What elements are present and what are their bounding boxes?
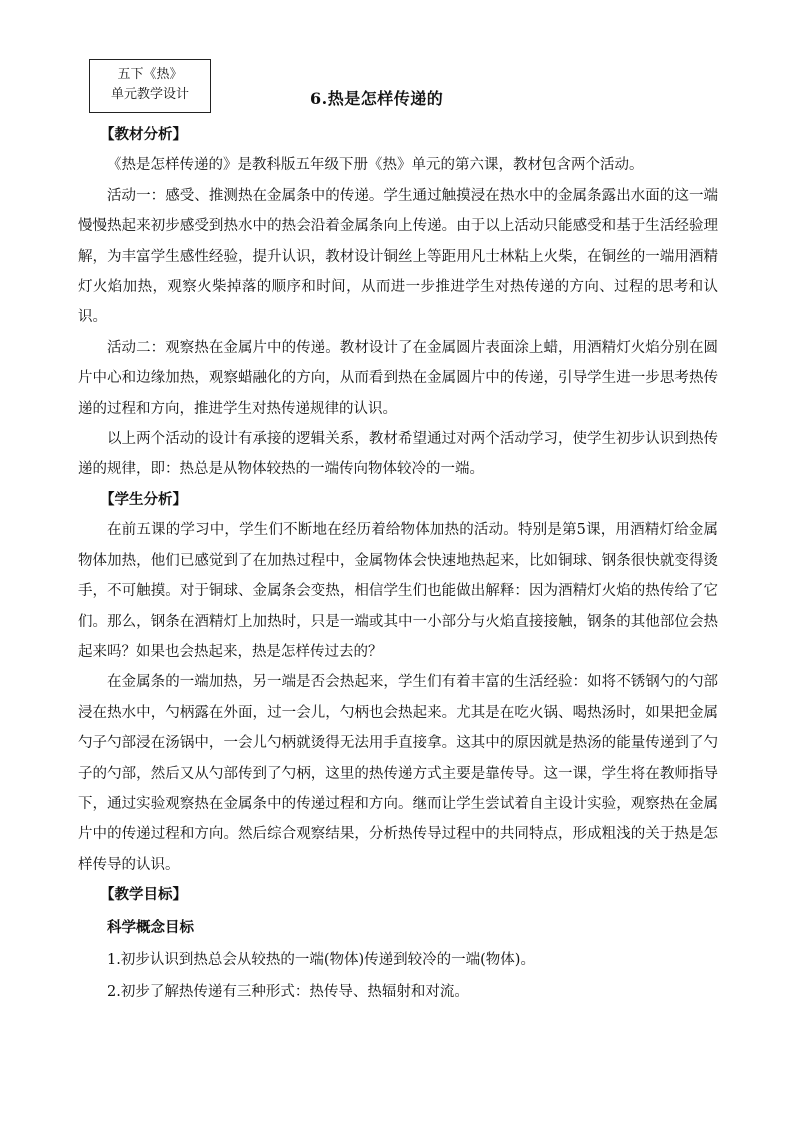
unit-label-box: [89, 59, 211, 113]
unit-label-line1: 五下《热》: [117, 67, 183, 82]
textbook-paragraph-2: 活动一：感受、推测热在金属条中的传递。学生通过触摸浸在热水中的金属条露出水面的这一端慢慢热起来初步感受到热水中的热会沿着金属条向上传递。由于以上活动只能感受和基于生活经验理解，为丰富学生感性经验，提升认识，教材设计铜丝上等距用凡士林粘上火柴，在铜丝的一端用酒精灯火焰加热，观察火柴掉落的顺序和时间，从而进一步推进学生对热传递的方向、过程的思考和认识。: [78, 187, 718, 326]
document-body: [78, 120, 718, 1008]
textbook-paragraph-1: 《热是怎样传递的》是教科版五年级下册《热》单元的第六课，教材包含两个活动。: [107, 157, 644, 174]
student-paragraph-2: 在金属条的一端加热，另一端是否会热起来，学生们有着丰富的生活经验：如将不锈钢勺的勺部浸在热水中，勺柄露在外面，过一会儿，勺柄也会热起来。尤其是在吃火锅、喝热汤时，如果把金属勺子勺部浸在汤锅中，一会儿勺柄就烫得无法用手直接拿。这其中的原因就是热汤的能量传递到了勺子的勺部，然后又从勺部传到了勺柄，这里的热传递方式主要是靠传导。这一课，学生将在教师指导下，通过实验观察热在金属条中的传递过程和方向。继而让学生尝试着自主设计实验，观察热在金属片中的传递过程和方向。然后综合观察结果，分析热传导过程中的共同特点，形成粗浅的关于热是怎样传导的认识。: [78, 674, 718, 873]
lesson-title: 6.热是怎样传递的: [310, 89, 444, 108]
unit-label-line2: 单元教学设计: [110, 87, 189, 102]
goal-item-1: 1.初步认识到热总会从较热的一端(物体)传递到较冷的一端(物体)。: [107, 951, 535, 968]
textbook-analysis-heading: 【教材分析】: [100, 126, 187, 143]
student-paragraph-1: 在前五课的学习中，学生们不断地在经历着给物体加热的活动。特别是第5课，用酒精灯给金属物体加热，他们已感觉到了在加热过程中，金属物体会快速地热起来，比如铜球、钢条很快就变得烫手，不可触摸。对于铜球、金属条会变热，相信学生们也能做出解释：因为酒精灯火焰的热传给了它们。那么，钢条在酒精灯上加热时，只是一端或其中一小部分与火焰直接接触，钢条的其他部位会热起来吗？如果也会热起来，热是怎样传过去的？: [78, 522, 718, 660]
textbook-paragraph-3: 活动二：观察热在金属片中的传递。教材设计了在金属圆片表面涂上蜡，用酒精灯火焰分别在圆片中心和边缘加热，观察蜡融化的方向，从而看到热在金属圆片中的传递，引导学生进一步思考热传递的过程和方向，推进学生对热传递规律的认识。: [78, 339, 718, 417]
textbook-paragraph-4: 以上两个活动的设计有承接的逻辑关系，教材希望通过对两个活动学习，使学生初步认识到热传递的规律，即：热总是从物体较热的一端传向物体较冷的一端。: [78, 431, 718, 478]
teaching-goals-heading: 【教学目标】: [100, 886, 187, 904]
student-analysis-heading: 【学生分析】: [100, 490, 187, 508]
goal-item-2: 2.初步了解热传递有三种形式：热传导、热辐射和对流。: [107, 984, 469, 1001]
science-concept-goals-heading: 科学概念目标: [107, 918, 194, 936]
